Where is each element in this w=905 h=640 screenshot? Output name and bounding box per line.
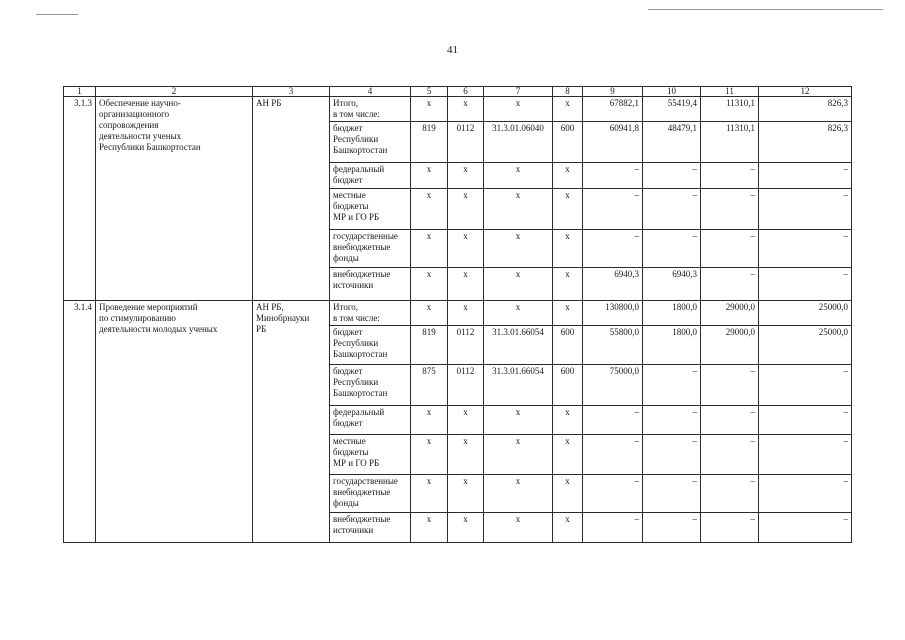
measure-name-line: Обеспечение научно- [99,98,181,108]
measure-name-line: деятельности молодых ученых [99,324,218,334]
funding-source-line: внебюджетные [333,269,391,279]
budget-code-cell: х [448,435,484,475]
budget-code-cell: х [411,301,448,326]
funding-source [330,122,411,163]
budget-code-cell: х [484,268,553,301]
column-number-row [64,87,852,97]
scan-mark-right [648,9,883,10]
funding-source-line: Республики [333,377,379,387]
budget-code-cell: х [553,406,583,435]
measure-code: 3.1.4 [64,301,96,543]
amount-cell: – [701,475,759,513]
budget-code-cell: х [553,97,583,122]
budget-code-cell: х [553,435,583,475]
measure-name [96,97,253,301]
amount-cell: – [643,435,701,475]
budget-code-cell: х [484,475,553,513]
amount-cell: – [583,189,643,230]
amount-cell: – [643,163,701,189]
funding-source-line: государственные [333,476,398,486]
amount-cell: – [643,230,701,268]
budget-code-cell: х [448,230,484,268]
amount-cell: – [759,268,852,301]
budget-code-cell: х [448,189,484,230]
funding-source-line: МР и ГО РБ [333,212,380,222]
funding-source-line: бюджет [333,327,363,337]
column-number: 2 [96,87,253,97]
funding-source [330,189,411,230]
budget-code-cell: х [553,301,583,326]
funding-source-line: фонды [333,498,359,508]
budget-code-cell: х [484,163,553,189]
funding-source [330,365,411,406]
budget-code-cell: х [484,406,553,435]
budget-code-cell: х [411,268,448,301]
funding-source [330,268,411,301]
measure-name-line: Проведение мероприятий [99,302,198,312]
budget-code-cell: х [448,406,484,435]
column-number: 11 [701,87,759,97]
amount-cell: – [583,513,643,543]
column-number: 1 [64,87,96,97]
funding-source [330,435,411,475]
amount-cell: – [643,406,701,435]
amount-cell: 11310,1 [701,97,759,122]
funding-source-line: бюджеты [333,447,369,457]
funding-source-line: внебюджетные [333,242,391,252]
funding-source-line: источники [333,280,374,290]
funding-source [330,301,411,326]
funding-source-line: федеральный [333,407,385,417]
amount-cell: 6940,3 [583,268,643,301]
budget-code-cell: х [553,475,583,513]
amount-cell: – [759,189,852,230]
budget-code-cell: х [484,97,553,122]
funding-source-line: в том числе: [333,109,380,119]
amount-cell: – [759,513,852,543]
budget-code-cell: 600 [553,122,583,163]
amount-cell: – [759,230,852,268]
budget-code-cell: х [411,163,448,189]
funding-source-line: Республики [333,134,379,144]
funding-source-line: МР и ГО РБ [333,458,380,468]
amount-cell: – [583,475,643,513]
amount-cell: 55800,0 [583,326,643,365]
budget-code-cell: 31.3.01.66054 [484,365,553,406]
budget-code-cell: х [448,163,484,189]
amount-cell: – [759,475,852,513]
budget-code-cell: х [553,230,583,268]
column-number: 10 [643,87,701,97]
budget-code-cell: 31.3.01.06040 [484,122,553,163]
funding-source-line: бюджет [333,418,363,428]
amount-cell: – [643,513,701,543]
amount-cell: – [759,365,852,406]
measure-executor [253,301,330,543]
measure-name [96,301,253,543]
amount-cell: – [583,406,643,435]
funding-source [330,326,411,365]
budget-code-cell: х [553,189,583,230]
budget-code-cell: х [448,97,484,122]
budget-code-cell: 819 [411,326,448,365]
budget-code-cell: 875 [411,365,448,406]
measure-name-line: деятельности ученых [99,131,182,141]
amount-cell: 29000,0 [701,301,759,326]
amount-cell: 48479,1 [643,122,701,163]
amount-cell: – [701,163,759,189]
budget-code-cell: х [484,513,553,543]
measure-name-line: сопровождения [99,120,159,130]
budget-code-cell: х [553,163,583,189]
budget-table-body [64,87,852,543]
amount-cell: 826,3 [759,97,852,122]
column-number: 12 [759,87,852,97]
amount-cell: 75000,0 [583,365,643,406]
table-row [64,97,852,122]
measure-executor-line: АН РБ, [256,302,284,312]
amount-cell: – [701,513,759,543]
budget-code-cell: х [448,301,484,326]
budget-code-cell: х [484,435,553,475]
amount-cell: 25000,0 [759,326,852,365]
budget-code-cell: х [448,513,484,543]
amount-cell: 1800,0 [643,326,701,365]
amount-cell: – [643,365,701,406]
funding-source [330,475,411,513]
amount-cell: – [583,435,643,475]
page-number: 41 [447,44,458,56]
budget-code-cell: 31.3.01.66054 [484,326,553,365]
measure-executor [253,97,330,301]
budget-code-cell: 600 [553,326,583,365]
funding-source [330,97,411,122]
amount-cell: 55419,4 [643,97,701,122]
funding-source-line: Итого, [333,98,359,108]
amount-cell: – [701,365,759,406]
budget-code-cell: х [484,189,553,230]
budget-code-cell: 0112 [448,122,484,163]
funding-source [330,513,411,543]
funding-source-line: источники [333,525,374,535]
measure-executor-line: РБ [256,324,267,334]
budget-code-cell: х [411,97,448,122]
budget-code-cell: х [411,475,448,513]
measure-name-line: организационного [99,109,170,119]
funding-source-line: Республики [333,338,379,348]
measure-executor-line: Минобрнауки [256,313,310,323]
amount-cell: – [701,435,759,475]
funding-source-line: внебюджетные [333,514,391,524]
funding-source-line: Башкортостан [333,145,388,155]
table-row [64,301,852,326]
column-number: 4 [330,87,411,97]
amount-cell: – [583,163,643,189]
funding-source-line: внебюджетные [333,487,391,497]
funding-source-line: бюджет [333,366,363,376]
budget-code-cell: х [484,301,553,326]
funding-source-line: местные [333,436,366,446]
budget-code-cell: 0112 [448,365,484,406]
funding-source-line: государственные [333,231,398,241]
funding-source-line: бюджет [333,123,363,133]
funding-source-line: федеральный [333,164,385,174]
amount-cell: 6940,3 [643,268,701,301]
amount-cell: – [583,230,643,268]
measure-code: 3.1.3 [64,97,96,301]
budget-code-cell: 600 [553,365,583,406]
amount-cell: – [643,475,701,513]
column-number: 5 [411,87,448,97]
amount-cell: – [701,268,759,301]
amount-cell: 60941,8 [583,122,643,163]
budget-code-cell: х [553,268,583,301]
budget-code-cell: х [411,189,448,230]
amount-cell: – [759,435,852,475]
funding-source-line: бюджеты [333,201,369,211]
funding-source [330,406,411,435]
measure-executor-line: АН РБ [256,98,282,108]
amount-cell: 11310,1 [701,122,759,163]
funding-source [330,230,411,268]
budget-code-cell: 819 [411,122,448,163]
budget-code-cell: х [448,475,484,513]
amount-cell: 826,3 [759,122,852,163]
amount-cell: – [759,406,852,435]
budget-code-cell: х [411,513,448,543]
budget-code-cell: х [411,230,448,268]
budget-code-cell: х [411,435,448,475]
amount-cell: 25000,0 [759,301,852,326]
scan-mark-left [36,14,78,15]
amount-cell: – [759,163,852,189]
column-number: 3 [253,87,330,97]
amount-cell: – [701,406,759,435]
amount-cell: 29000,0 [701,326,759,365]
funding-source-line: бюджет [333,175,363,185]
amount-cell: 1800,0 [643,301,701,326]
funding-source-line: местные [333,190,366,200]
column-number: 9 [583,87,643,97]
column-number: 8 [553,87,583,97]
amount-cell: 67882,1 [583,97,643,122]
amount-cell: – [643,189,701,230]
funding-source [330,163,411,189]
amount-cell: – [701,230,759,268]
column-number: 6 [448,87,484,97]
funding-source-line: фонды [333,253,359,263]
budget-code-cell: х [553,513,583,543]
funding-source-line: Итого, [333,302,359,312]
measure-name-line: Республики Башкортостан [99,142,201,152]
column-number: 7 [484,87,553,97]
funding-source-line: Башкортостан [333,388,388,398]
amount-cell: – [701,189,759,230]
budget-code-cell: х [484,230,553,268]
budget-code-cell: х [411,406,448,435]
funding-source-line: Башкортостан [333,349,388,359]
budget-table [63,86,852,543]
amount-cell: 130800,0 [583,301,643,326]
funding-source-line: в том числе: [333,313,380,323]
budget-code-cell: 0112 [448,326,484,365]
budget-code-cell: х [448,268,484,301]
measure-name-line: по стимулированию [99,313,176,323]
